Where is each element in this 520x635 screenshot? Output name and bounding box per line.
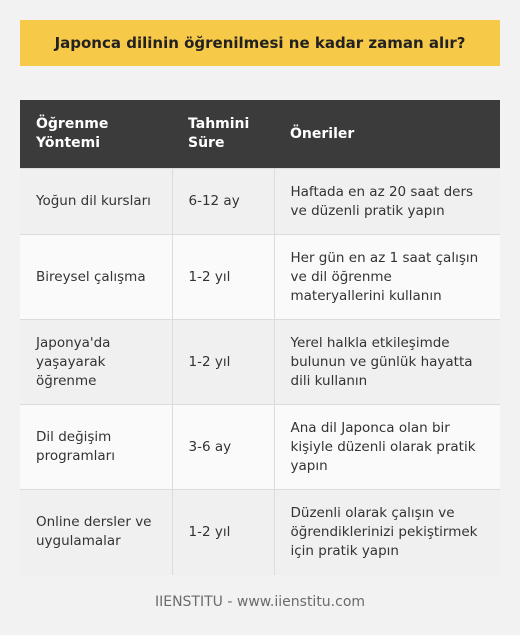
suggestion-cell: Düzenli olarak çalışın ve öğrendiklerinizi pekiştirmek için pratik yapın xyxy=(274,490,500,575)
suggestion-cell: Yerel halkla etkileşimde bulunun ve günlük hayatta dili kullanın xyxy=(274,320,500,405)
table-row xyxy=(20,169,500,235)
table-header-row xyxy=(20,100,500,169)
suggestion-cell: Ana dil Japonca olan bir kişiyle düzenli olarak pratik yapın xyxy=(274,405,500,490)
method-cell: Dil değişim programları xyxy=(20,405,172,490)
method-cell: Online dersler ve uygulamalar xyxy=(20,490,172,575)
method-cell: Japonya'da yaşayarak öğrenme xyxy=(20,320,172,405)
duration-cell: 1-2 yıl xyxy=(172,490,274,575)
duration-cell: 1-2 yıl xyxy=(172,235,274,320)
table-row xyxy=(20,405,500,490)
title-banner xyxy=(20,20,500,66)
table-row xyxy=(20,490,500,575)
duration-cell: 6-12 ay xyxy=(172,169,274,235)
learning-methods-table xyxy=(20,100,500,575)
column-header-suggestions: Öneriler xyxy=(274,100,500,169)
suggestion-cell: Her gün en az 1 saat çalışın ve dil öğrenme materyallerini kullanın xyxy=(274,235,500,320)
footer-credit: IIENSTITU - www.iienstitu.com xyxy=(154,594,366,610)
table-row xyxy=(20,320,500,405)
table-row xyxy=(20,235,500,320)
column-header-method: Öğrenme Yöntemi xyxy=(20,100,172,169)
suggestion-cell: Haftada en az 20 saat ders ve düzenli pratik yapın xyxy=(274,169,500,235)
method-cell: Bireysel çalışma xyxy=(20,235,172,320)
method-cell: Yoğun dil kursları xyxy=(20,169,172,235)
page-title: Japonca dilinin öğrenilmesi ne kadar zaman alır? xyxy=(54,34,466,52)
column-header-duration: Tahmini Süre xyxy=(172,100,274,169)
duration-cell: 3-6 ay xyxy=(172,405,274,490)
duration-cell: 1-2 yıl xyxy=(172,320,274,405)
